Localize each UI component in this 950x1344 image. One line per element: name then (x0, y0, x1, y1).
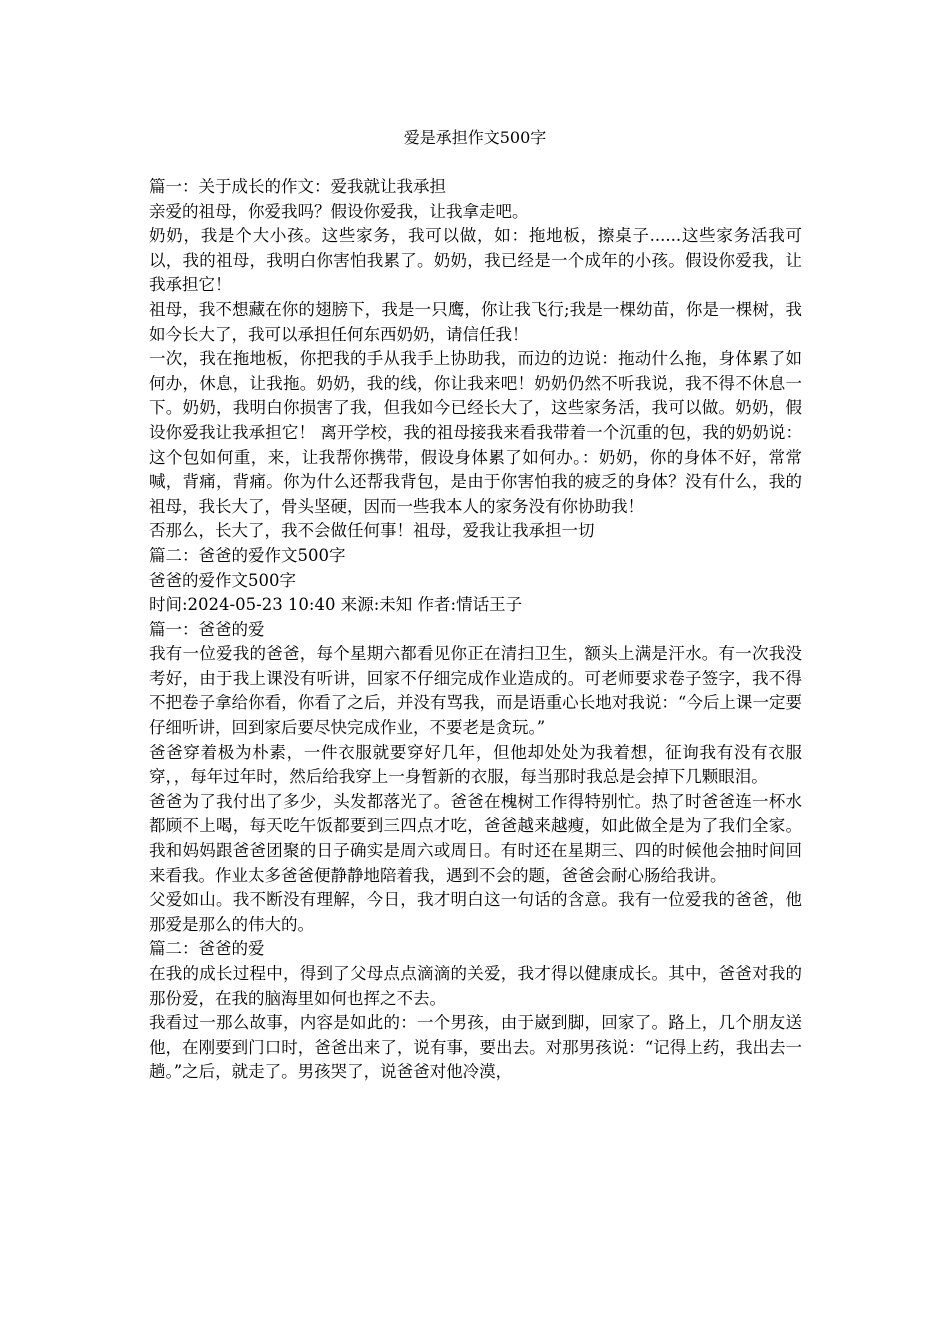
paragraph: 在我的成长过程中，得到了父母点点滴滴的关爱，我才得以健康成长。其中，爸爸对我的那份爱，在我的脑海里如何也挥之不去。 (149, 964, 802, 1008)
paragraph: 父爱如山。我不断没有理解，今日，我才明白这一句话的含意。我有一位爱我的爸爸，他那爱是那么的伟大的。 (149, 890, 802, 934)
paragraph: 爸爸穿着极为朴素，一件衣服就要穿好几年，但他却处处为我着想，征询我有没有衣服穿，，每年过年时，然后给我穿上一身暂新的衣服，每当那时我总是会掉下几颗眼泪。 (149, 742, 802, 787)
document-body (149, 175, 802, 1085)
section-heading: 篇二：爸爸的爱作文500字 (149, 545, 346, 565)
article-meta: 时间:2024-05-23 10:40 来源:未知 作者:情话王子 (149, 595, 523, 615)
subsection-heading: 篇二：爸爸的爱 (149, 939, 265, 959)
document-title: 爱是承担作文500字 (403, 128, 547, 147)
paragraph: 亲爱的祖母，你爱我吗？假设你爱我，让我拿走吧。 (149, 201, 529, 221)
article-title: 爸爸的爱作文500字 (149, 570, 296, 590)
paragraph: 否那么，长大了，我不会做任何事！祖母，爱我让我承担一切 (149, 521, 595, 541)
paragraph: 我看过一那么故事，内容是如此的：一个男孩，由于崴到脚，回家了。路上，几个朋友送他，在刚要到门口时，爸爸出来了，说有事，要出去。对那男孩说：“记得上药，我出去一趟。”之后，就走了。男孩哭了，说爸爸对他冷漠， (149, 1013, 802, 1082)
paragraph: 我有一位爱我的爸爸，每个星期六都看见你正在清扫卫生，额头上满是汗水。有一次我没考好，由于我上课没有听讲，回家不仔细完成作业造成的。可老师要求卷子签字，我不得不把卷子拿给你看，你看了之后，并没有骂我，而是语重心长地对我说：“今后上课一定要仔细听讲，回到家后要尽快完成作业，不要老是贪玩。” (149, 644, 802, 738)
paragraph: 爸爸为了我付出了多少，头发都落光了。爸爸在槐树工作得特别忙。热了时爸爸连一杯水都顾不上喝，每天吃午饭都要到三四点才吃，爸爸越来越瘦，如此做全是为了我们全家。我和妈妈跟爸爸团聚的日子确实是周六或周日。有时还在星期三、四的时候他会抽时间回来看我。作业太多爸爸便静静地陪着我，遇到不会的题，爸爸会耐心肠给我讲。 (149, 791, 802, 885)
paragraph: 奶奶，我是个大小孩。这些家务，我可以做，如：拖地板，擦桌子......这些家务活我可以，我的祖母，我明白你害怕我累了。奶奶，我已经是一个成年的小孩。假设你爱我，让我承担它！ (149, 226, 802, 295)
subsection-heading: 篇一：爸爸的爱 (149, 619, 265, 639)
paragraph: 篇一：关于成长的作文：爱我就让我承担 (149, 177, 446, 196)
paragraph: 一次，我在拖地板，你把我的手从我手上协助我，而边的边说：拖动什么拖，身体累了如何办，休息，让我拖。奶奶，我的线，你让我来吧！奶奶仍然不听我说，我不得不休息一下。奶奶，我明白你损害了我，但我如今已经长大了，这些家务活，我可以做。奶奶，假设你爱我让我承担它！ 离开学校，我的祖母接我来看我带着一个沉重的包，我的奶奶说：这个包如何重，来，让我帮你携带，假设身体累了如何办。：奶奶，你的身体不好，常常喊，背痛，背痛。你为什么还帮我背包，是由于你害怕我的疲乏的身体？没有什么，我的祖母，我长大了，骨头坚硬，因而一些我本人的家务没有你协助我！ (149, 349, 802, 516)
paragraph: 祖母，我不想藏在你的翅膀下，我是一只鹰，你让我飞行;我是一棵幼苗，你是一棵树，我如今长大了，我可以承担任何东西奶奶，请信任我！ (149, 299, 802, 344)
